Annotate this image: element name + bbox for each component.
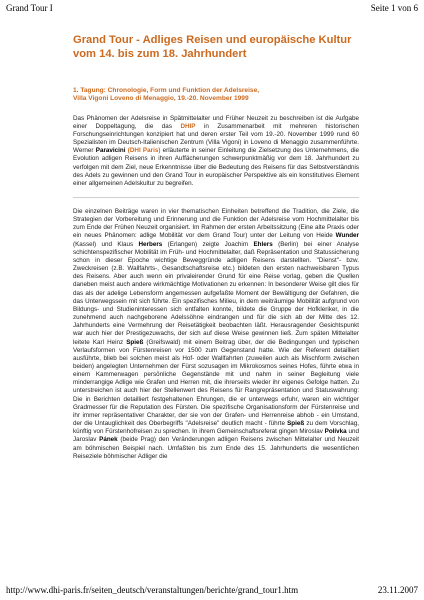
footer-date: 23.11.2007 [377,585,418,595]
article-title: Grand Tour - Adliges Reisen und europäische Kultur vom 14. bis zum 18. Jahrhundert [73,34,352,60]
person-name: Spieß [126,338,144,346]
header-page-count: Seite 1 von 6 [370,3,418,13]
conference-heading [73,87,359,104]
text-run: (beide Prag) den Veränderungen adligen Reisens zwischen Mittelalter und Neuzeit am böhmischen Beispiel nach. Umfaßten bis zum Ende des 15. Jahrhunderts die wesentlichen Reiseziele böhmischer Adliger die [73,436,359,460]
section-divider [73,197,359,198]
header-page-title: Grand Tour I [6,3,53,13]
paragraph-sessions [73,208,359,461]
footer-url: http://www.dhi-paris.fr/seiten_deutsch/veranstaltungen/berichte/grand_tour1.htm [6,585,299,595]
text-run: (Berlin) bei einer Analyse schichtenspezifischer Mobilität im Früh- und Hochmittelalter, daß Repräsentation und Statussicherung schon in dieser Epoche wichtige Beweggründe adligen Reisens darstellten. "Dienst"- bzw. Zweckreisen (z.B. Wallfahrts-, Gesandtschaftsreise etc.) bildeten den ersten nachweisbaren Typus des Reisens. Aber auch wenn ein privaleirender Grund für eine Reise vorlag, geben die Quellen daneben meist auch andere wirkmächtige Motivationen zu erkennen: In besonderer Weise gilt dies für das als der adelige Lebensform angemessen aufgefaßte Moment der Bewältigung der Gefahren, die das Unterwegssein mit sich führte. Ein spezifisches Milieu, in dem weiträumige Mobilität aufgrund von Bildungs- und Studieninteressen sich entfalten konnte, bildete die Gruppe der Hofkleriker, in die zunehmend auch nachgeborene Adelssöhne eindrangen und für die sich ab der Mitte des 12. Jahrhunderts eine Vermehrung der Reisetätigkeit beobachten läßt. Herausragender Gesichtspunkt war auch hier der Prestigezuwachs, der sich auf diese Weise gewinnen ließ. Zum späten Mittelalter leitete Karl Heinz [73,240,359,346]
text-run: (Greifswald) mit einem Beitrag über, der die Bedingungen und typischen Verlaufsformen von Fürstenreisen vor 1500 zum Gegenstand hatte. Wie der Referent detailliert ausführte, blieb bei solchen meist als Hof- oder Wallfahrten (zuweilen auch als Mischform zwischen beiden) angelegten Unternehmen der Fürst sozusagen im Mikrokosmos seines Hofes, führte etwa in einem Kammerwagen persönliche Gegenstände mit und nahm in seiner Begleitung viele minderrangige Adlige wie Grafen und Herren mit, die ihrerseits wieder ihr eigenes Gefolge hatten. Zu unterstreichen ist auch hier der Stellenwert des Reisens für Rangrepräsentation und Statuswahrung: Die in Berichten detailliert festgehaltenen Ehrungen, die er unterwegs erfuhr, waren ein wichtiger Gradmesser für die Reputation des Fürsten. Die spezifische Organisationsform der Fürstenreise und ihr immer repräsentativer Charakter, der sie von der Grafen- und Herrenreise abhob - ein Umstand, der die Untauglichkeit des Oberbegriffs "Adelsreise" deutlich macht - führte [73,338,359,428]
person-name: Paravicini [95,147,126,155]
text-run: und Jaroslav [73,428,359,444]
text-run: erläuterte in seiner Einleitung die Zielsetzung des Unternehmens, die Evolution adligen Reisens in ihren Auffächerungen schwerpunktmäßig vor dem 18. Jahrhundert zu verfolgen mit dem Ziel, neue Erkenntnisse über die Bedeutung des Reisens für das Selbstverständnis des Adels zu gewinnen und den Grand Tour in europäischer Perspektive als ein konstitutives Element einer allgemeinen Adelskultur zu begreifen. [73,147,359,187]
text-run: (Erlangen) zeigte Joachim [162,240,254,248]
text-run: zu dem Vorschlag, künftig von Fürstenhofreisen zu sprechen. In ihrem Gemeinschaftsreferat gingen Miroslav [73,420,359,436]
text-run: Das Phänomen der Adelsreise in Spätmittelalter und Früher Neuzeit zu beschreiben ist die Aufgabe einer Doppeltagung, die das [73,114,359,130]
text-run: (Kassel) und Klaus [73,240,139,248]
person-name: Wunder [335,232,359,240]
paragraph-introduction [73,115,359,188]
conference-heading-line-2: Villa Vigoni Loveno di Menaggio, 19.-20. November 1999 [73,95,249,103]
institution-name: DHIP [180,122,196,130]
text-run: Die einzelnen Beiträge waren in vier thematischen Einheiten betreffend die Tradition, die Ziele, die Strategien der Vorbereitung und Erinnerung und die Funktion der Adelsreise vom Hochmittelalter bis zum Ende der Frühen Neuzeit organisiert. Im Rahmen der ersten Arbeitssitzung (Eine alte Praxis oder ein neues Phänomen: adlige Mobilität vor dem Grand Tour) unter der Leitung von Heide [73,208,359,240]
person-name: Pánek [99,436,118,444]
person-name: Herbers [138,240,163,248]
person-name: Ehlers [253,240,273,248]
text-run: in Zusammenarbeit mit mehreren historischen Forschungseinrichtungen konzipiert hat und deren erster Teil vom 19.-20. November 1999 rund 60 Spezialisten im Deutsch-Italienischen Zentrum (Villa Vigoni) in Loveno di Menaggio zusammenführte. Werner [73,122,359,155]
conference-heading-line-1: 1. Tagung: Chronologie, Form und Funktion der Adelsreise, [73,87,260,94]
person-name: Polívka [324,428,347,436]
article [73,34,359,461]
person-name: Spieß [287,420,305,428]
institution-name: (DHI Paris) [125,147,161,155]
